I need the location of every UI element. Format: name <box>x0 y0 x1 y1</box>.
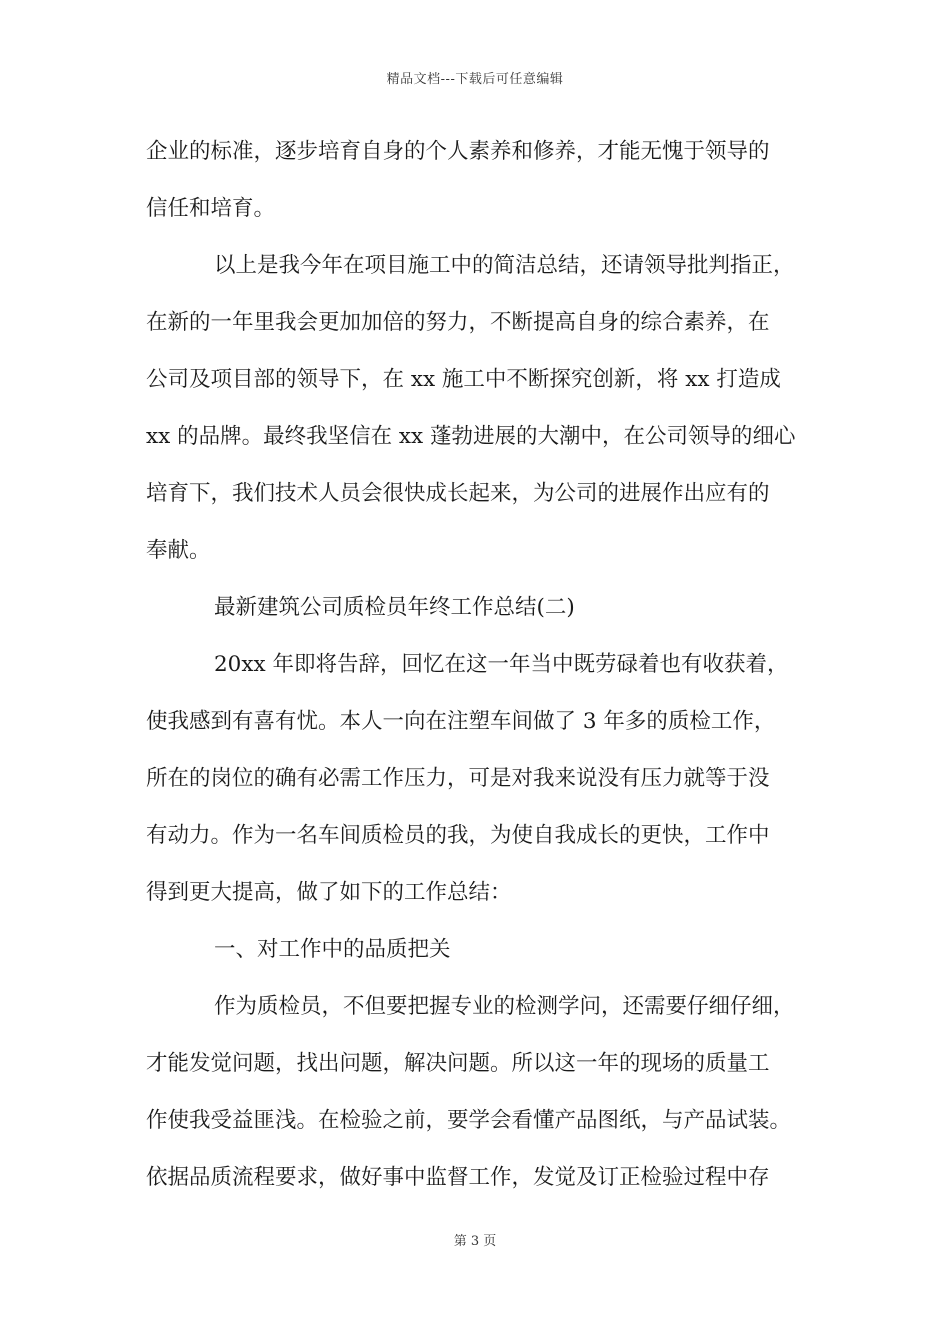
page-header: 精品文档---下载后可任意编辑 <box>386 72 564 87</box>
body-line: 信任和培育。 <box>146 196 276 221</box>
body-line: 公司及项目部的领导下，在 xx 施工中不断探究创新，将 xx 打造成 <box>146 367 781 392</box>
body-line: 得到更大提高，做了如下的工作总结： <box>146 880 512 905</box>
page-number: 第 3 页 <box>453 1234 497 1249</box>
body-line: 以上是我今年在项目施工中的简洁总结，还请领导批判指正， <box>214 253 795 278</box>
body-line: 有动力。作为一名车间质检员的我，为使自我成长的更快，工作中 <box>146 823 770 848</box>
body-line: 20xx 年即将告辞，回忆在这一年当中既劳碌着也有收获着， <box>214 652 789 677</box>
body-line: 作使我受益匪浅。在检验之前，要学会看懂产品图纸，与产品试装。 <box>146 1108 792 1133</box>
body-line: 培育下，我们技术人员会很快成长起来，为公司的进展作出应有的 <box>146 481 770 506</box>
body-line: 作为质检员，不但要把握专业的检测学问，还需要仔细仔细， <box>214 994 795 1019</box>
body-line: 所在的岗位的确有必需工作压力，可是对我来说没有压力就等于没 <box>146 766 770 791</box>
body-line: 在新的一年里我会更加加倍的努力，不断提高自身的综合素养，在 <box>146 310 770 335</box>
body-line: xx 的品牌。最终我坚信在 xx 蓬勃进展的大潮中，在公司领导的细心 <box>146 424 796 449</box>
body-line: 奉献。 <box>146 538 211 563</box>
body-line: 才能发觉问题，找出问题，解决问题。所以这一年的现场的质量工 <box>146 1051 770 1076</box>
body-line: 依据品质流程要求，做好事中监督工作，发觉及订正检验过程中存 <box>146 1165 770 1190</box>
body-line: 使我感到有喜有忧。本人一向在注塑车间做了 3 年多的质检工作， <box>146 709 776 734</box>
subsection-heading: 一、对工作中的品质把关 <box>214 937 451 962</box>
section-title: 最新建筑公司质检员年终工作总结(二) <box>214 595 575 620</box>
body-line: 企业的标准，逐步培育自身的个人素养和修养，才能无愧于领导的 <box>146 139 770 164</box>
